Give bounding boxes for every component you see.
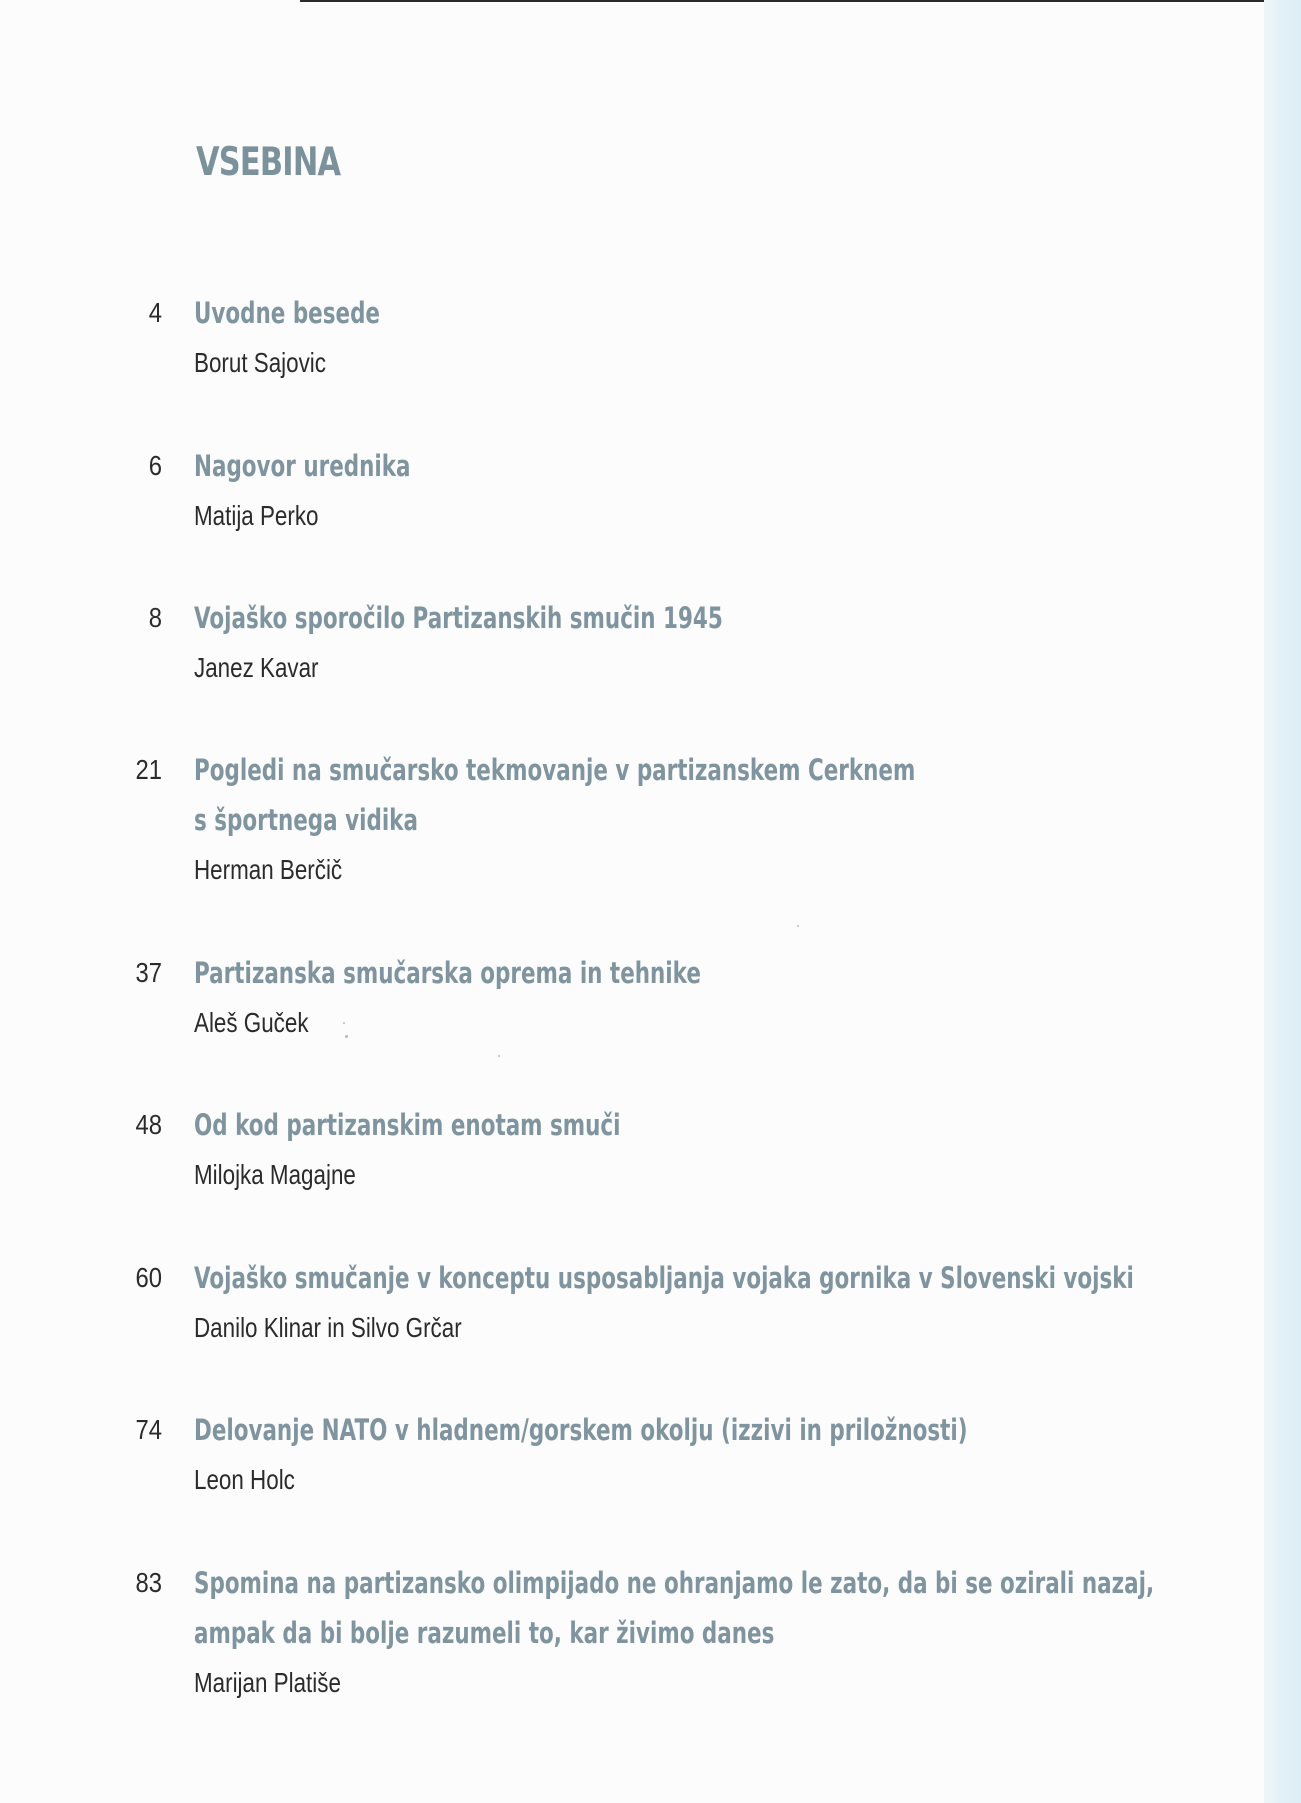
toc-page-number: 4 [148, 297, 162, 328]
toc-title [194, 1405, 968, 1455]
toc-title-line: Partizanska smučarska oprema in tehnike [194, 956, 701, 990]
toc-title-line: Uvodne besede [194, 296, 380, 330]
toc-page-number: 74 [135, 1414, 162, 1445]
toc-title-line: Spomina na partizansko olimpijado ne ohranjamo le zato, da bi se ozirali nazaj, [194, 1566, 1155, 1600]
toc-title-line: Nagovor urednika [194, 449, 411, 483]
toc-page-number: 60 [135, 1262, 162, 1293]
toc-title [194, 1558, 1154, 1658]
toc-title [194, 745, 915, 845]
toc-title-line: Vojaško sporočilo Partizanskih smučin 1945 [194, 601, 723, 635]
toc-page-number: 48 [135, 1109, 162, 1140]
toc-title [194, 948, 701, 998]
toc-page-number: 37 [135, 957, 162, 988]
scan-speck [343, 1022, 345, 1024]
toc-author: Danilo Klinar in Silvo Grčar [194, 1312, 462, 1343]
toc-author: Aleš Guček [194, 1007, 309, 1038]
toc-title [194, 1100, 621, 1150]
toc-title-line: Od kod partizanskim enotam smuči [194, 1108, 621, 1142]
scan-speck [498, 1055, 500, 1057]
toc-page-number: 83 [135, 1567, 162, 1598]
toc-author: Herman Berčič [194, 854, 343, 885]
toc-author: Matija Perko [194, 500, 319, 531]
toc-title [194, 593, 723, 643]
toc-author: Borut Sajovic [194, 347, 326, 378]
scan-right-edge [1264, 0, 1301, 1803]
toc-title [194, 441, 411, 491]
toc-page-number: 6 [148, 450, 162, 481]
toc-author: Janez Kavar [194, 652, 319, 683]
toc-author: Leon Holc [194, 1464, 295, 1495]
toc-author: Milojka Magajne [194, 1159, 356, 1190]
toc-title-line: Vojaško smučanje v konceptu usposabljanja vojaka gornika v Slovenski vojski [194, 1261, 1134, 1295]
toc-title-line-2: s športnega vidika [194, 803, 418, 837]
contents-heading: VSEBINA [196, 140, 341, 185]
toc-title [194, 288, 380, 338]
scan-top-edge [300, 0, 1301, 2]
toc-title-line: Pogledi na smučarsko tekmovanje v partizanskem Cerknem [194, 753, 916, 787]
toc-title [194, 1253, 1134, 1303]
scan-speck [797, 925, 799, 927]
toc-author: Marijan Platiše [194, 1667, 341, 1698]
toc-title-line: Delovanje NATO v hladnem/gorskem okolju (izzivi in priložnosti) [194, 1413, 968, 1447]
toc-page-number: 8 [148, 602, 162, 633]
scan-speck [345, 1035, 348, 1038]
toc-title-line-2: ampak da bi bolje razumeli to, kar živimo danes [194, 1616, 775, 1650]
toc-page-number: 21 [135, 754, 162, 785]
